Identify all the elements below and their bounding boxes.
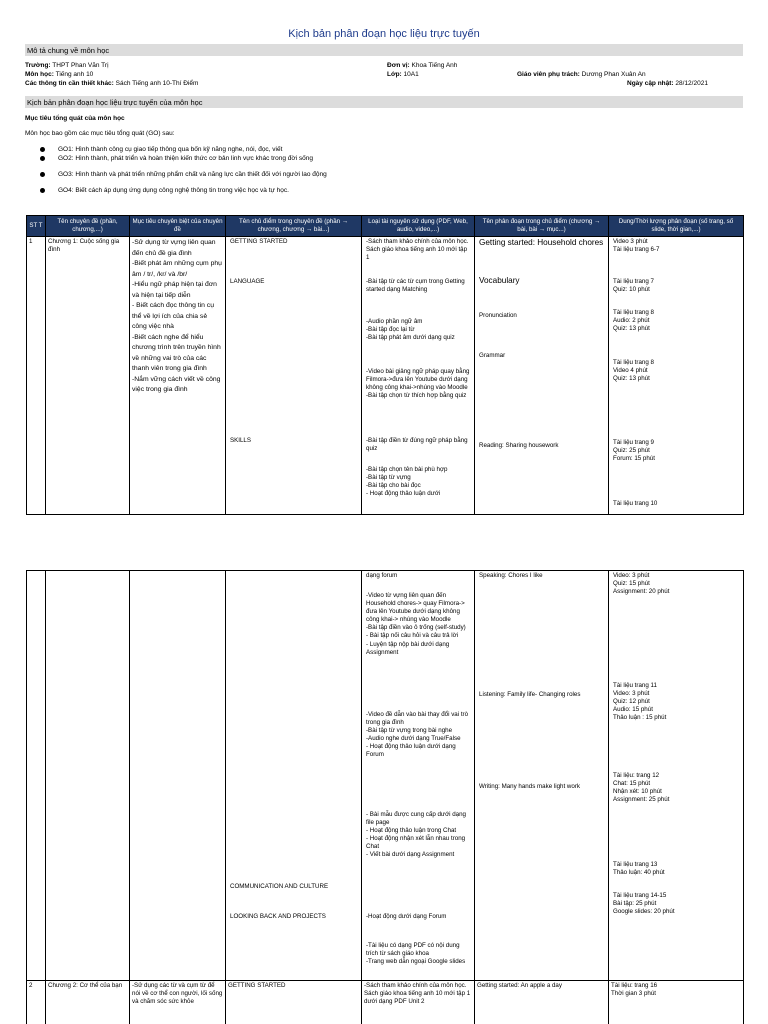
header-resources: Loại tài nguyên sử dụng (PDF, Web, audio, video,...): [362, 216, 475, 237]
header-durations: Dung/Thời lượng phân đoạn (số trang, số slide, thời gian,...): [609, 216, 744, 237]
cell-resources: [362, 571, 475, 981]
other-info-line: Các thông tin cần thiết khác: Sách Tiếng anh 10-Thí Điểm: [25, 80, 199, 87]
table-row: [27, 981, 744, 1024]
cell-durations: [609, 571, 744, 981]
segment-label: Grammar: [479, 352, 506, 359]
school-line: Trường: THPT Phan Văn Trị: [25, 62, 109, 69]
segment-table: [26, 215, 744, 515]
resource-text: -Bài tập từ các từ cụm trong Getting started dạng Matching: [366, 278, 465, 294]
cell-segments: Getting started: An apple a day: [475, 981, 609, 1024]
topic-label: LANGUAGE: [230, 278, 265, 285]
resource-text: -Hoạt động dưới dạng Forum: [366, 913, 447, 920]
header-stt: ST T: [27, 216, 46, 237]
cell-topics: [226, 237, 362, 515]
document-title: Kịch bản phân đoạn học liệu trực tuyến: [288, 28, 480, 40]
bullet-icon: [40, 147, 45, 152]
section-general-description: Mô tả chung về môn học: [25, 44, 743, 56]
table-row: [27, 237, 744, 515]
duration-text: Tài liệu: trang 12 Chat: 15 phút Nhận xét: 10 phút Assignment: 25 phút: [613, 772, 670, 804]
page-gap: [0, 520, 768, 570]
bullet-icon: [40, 172, 45, 177]
section-script: Kịch bản phân đoạn học liệu trực tuyến của môn học: [25, 96, 743, 108]
cell-chapter: Chương 2: Cơ thể của bạn: [46, 981, 130, 1024]
topic-label: GETTING STARTED: [230, 238, 288, 245]
cell-stt: 2: [27, 981, 46, 1024]
cell-resources: -Sách tham khảo chính của môn học. Sách giáo khoa tiếng anh 10 mới tập 1 dưới dạng PDF Unit 2: [362, 981, 475, 1024]
bullet-icon: [40, 188, 45, 193]
goals-intro: Môn học bao gồm các mục tiêu tổng quát (GO) sau:: [25, 130, 175, 137]
segment-label: Listening: Family life- Changing roles: [479, 691, 581, 698]
duration-text: Tài liệu trang 8 Audio: 2 phút Quiz: 13 phút: [613, 309, 654, 333]
duration-text: Tài liệu trang 13 Thảo luận: 40 phút: [613, 861, 665, 877]
duration-text: Video 3 phút Tài liệu trang 6-7: [613, 238, 660, 254]
subject-line: Môn học: Tiếng anh 10: [25, 71, 94, 78]
resource-text: -Bài tập chọn tên bài phù hợp -Bài tập từ vựng -Bài tập cho bài đọc - Hoạt động thảo luận dưới: [366, 466, 448, 498]
cell-objectives: [130, 571, 226, 981]
cell-chapter: [46, 571, 130, 981]
page-1: Kịch bản phân đoạn học liệu trực tuyến Mô tả chung về môn học Trường: THPT Phan Văn Trị Đơn vị: Khoa Tiếng Anh Môn học: Tiếng anh 10 Lớp: 10A1 Giáo viên phụ trách: Dương Phan Xuân An Các thông tin cần thiết khác: Sách Tiếng anh 10-Thí Điểm Ngày cập nhật: 28/12/2021 Kịch bản phân đoạn học liệu trực tuyến của môn học Mục tiêu tổng quát của môn học Môn học bao gồm các mục tiêu tổng quát (GO) sau: GO1: Hình thành công cụ giao tiếp thông qua bốn kỹ năng nghe, nói, đọc, viết GO2: Hình thành, phát triển và hoàn thiện kiến thức cơ bản linh vực khác trong đời sống GO3: Hình thành và phát triển những phẩm chất và năng lực cần thiết đối với người lao động GO4: Biết cách áp dụng ứng dụng công nghệ thông tin trong việc học và tự học. ST T Tên chuyên đề (phần, chương,...) Mục tiêu chuyên biệt của chuyên đề Tên chủ điểm trong chuyên đề (phần → chương, chương → bài...) Loại tài nguyên sử dụng (PDF, Web, audio, video,...) Tên phân đoạn trong chủ điểm (chương → bài, bài → mục...) Dung/Thời lượng phân đoạn (số trang, số slide, thời gian,...) 1 Chương 1: Cuộc sống gia đình -Sử dụng từ vựng liên quan đến chủ đề gia đình -Biết phát âm những cụm phụ âm / tr/, /kr/ và /br/ -Hiểu ngữ pháp hiện tại đơn và hiện tại tiếp diễn - Biết cách đọc thông tin cụ thể về lợi ích của chia sẻ công việc nhà -Biết cách nghe để hiểu chương trình trên truyền hình về những vai trò của các thanh viên trong gia đình -Nắm vững cách viết về công việc trong gia đình GETTING STARTED LANGUAGE SKILLS -Sách tham khảo chính của môn học. Sách giáo khoa tiếng anh 10 mới tập 1 -Bài tập từ các từ cụm trong Getting started dạng Matching -Audio phần ngữ âm -Bài tập đọc lại từ -Bài tập phát âm dưới dạng quiz -Video bài giảng ngữ pháp quay bằng Filmora->đưa lên Youtube dưới dạng không công khai->nhúng vào Moodle -Bài tập chọn từ thích hợp bằng quiz -Bài tập điền từ đúng ngữ pháp bằng quiz -Bài tập chọn tên bài phù hợp -Bài tập từ vựng -Bài tập cho bài đọc - Hoạt động thảo luận dưới Getting started: Household chores Vocabulary Pronunciation Grammar Reading: Sharing housework Video 3 phút Tài liệu trang 6-7 Tài liệu trang 7 Quiz: 10 phút Tài liệu trang 8 Audio: 2 phút Quiz: 13 phút Tài liệu trang 8 Video 4 phút Quiz: 13 phút Tài liệu trang 9 Quiz: 25 phút Forum: 15 phút Tài liệu trang 10: [0, 0, 768, 520]
class-line: Lớp: 10A1: [387, 71, 419, 78]
duration-text: Tài liệu trang 10: [613, 500, 658, 507]
table-row: [27, 571, 744, 981]
segment-label: Speaking: Chores I like: [479, 572, 543, 579]
cell-resources: [362, 237, 475, 515]
cell-topics: [226, 571, 362, 981]
resource-text: -Sách tham khảo chính của môn học. Sách giáo khoa tiếng anh 10 mới tập 1: [366, 238, 469, 262]
resource-text: -Audio phần ngữ âm -Bài tập đọc lại từ -Bài tập phát âm dưới dạng quiz: [366, 318, 455, 342]
segment-label: Pronunciation: [479, 312, 517, 319]
cell-durations: Tài liệu: trang 16 Thời gian 3 phút: [609, 981, 744, 1024]
bullet-icon: [40, 156, 45, 161]
updated-line: Ngày cập nhật: 28/12/2021: [627, 80, 708, 87]
segment-label: Vocabulary: [479, 276, 520, 285]
cell-stt: [27, 571, 46, 981]
topic-label: SKILLS: [230, 437, 251, 444]
duration-text: Tài liệu trang 8 Video 4 phút Quiz: 13 phút: [613, 359, 654, 383]
segment-label: Reading: Sharing housework: [479, 442, 559, 449]
topic-label: LOOKING BACK AND PROJECTS: [230, 913, 326, 920]
dept-line: Đơn vị: Khoa Tiếng Anh: [387, 62, 458, 69]
cell-segments: [475, 237, 609, 515]
header-topics: Tên chủ điểm trong chuyên đề (phần → chương, chương → bài...): [226, 216, 362, 237]
cell-objectives: -Sử dụng các từ và cụm từ để nói về cơ thể con người, lối sống và chăm sóc sức khỏe: [130, 981, 226, 1024]
resource-text: -Video bài giảng ngữ pháp quay bằng Filmora->đưa lên Youtube dưới dạng không công khai->nhúng vào Moodle -Bài tập chọn từ thích hợp bằng quiz: [366, 368, 470, 400]
teacher-line: Giáo viên phụ trách: Dương Phan Xuân An: [517, 71, 646, 78]
segment-label: Getting started: Household chores: [479, 238, 604, 247]
duration-text: Tài liệu trang 11 Video: 3 phút Quiz: 12 phút Audio: 15 phút Thảo luận : 15 phút: [613, 682, 667, 722]
segment-label: Writing: Many hands make light work: [479, 783, 580, 790]
resource-text: -Bài tập điền từ đúng ngữ pháp bằng quiz: [366, 437, 468, 453]
cell-chapter: Chương 1: Cuộc sống gia đình: [46, 237, 130, 515]
table-header-row: [27, 216, 744, 237]
duration-text: Tài liệu trang 14-15 Bài tập: 25 phút Google slides: 20 phút: [613, 892, 675, 916]
resource-text: -Video đề dẫn vào bài thay đổi vai trò trong gia đình -Bài tập từ vựng trong bài nghe -Audio nghe dưới dạng True/False - Hoạt động thảo luận dưới dạng Forum: [366, 711, 469, 759]
goals-heading: Mục tiêu tổng quát của môn học: [25, 115, 125, 122]
cell-durations: [609, 237, 744, 515]
cell-segments: [475, 571, 609, 981]
header-segments: Tên phân đoạn trong chủ điểm (chương → bài, bài → mục...): [475, 216, 609, 237]
duration-text: Tài liệu trang 7 Quiz: 10 phút: [613, 278, 654, 294]
header-objectives: Mục tiêu chuyên biệt của chuyên đề: [130, 216, 226, 237]
duration-text: Tài liệu trang 9 Quiz: 25 phút Forum: 15 phút: [613, 439, 655, 463]
segment-table-continued: [26, 570, 744, 1024]
header-chapter: Tên chuyên đề (phần, chương,...): [46, 216, 130, 237]
resource-text: - Bài mẫu được cung cấp dưới dạng file page - Hoạt động thảo luận trong Chat - Hoạt động nhận xét lẫn nhau trong Chat - Viết bài dưới dạng Assignment: [366, 811, 466, 859]
cell-stt: 1: [27, 237, 46, 515]
resource-text: -Tài liệu có dạng PDF có nội dung trích từ sách giáo khoa -Trang web dẫn ngoại Google slides: [366, 942, 466, 966]
cell-topics: GETTING STARTED: [226, 981, 362, 1024]
duration-text: Video: 3 phút Quiz: 15 phút Assignment: 20 phút: [613, 572, 670, 596]
topic-label: COMMUNICATION AND CULTURE: [230, 883, 329, 890]
resource-text: dạng forum: [366, 572, 398, 579]
resource-text: -Video từ vựng liên quan đến Household chores-> quay Filmora-> đưa lên Youtube dưới dạng không công khai-> nhúng vào Moodle -Bài tập điền vào ô trống (self-study) - Bài tập nối câu hỏi và câu trả lời - Luyện tập nộp bài dưới dạng Assignment: [366, 592, 466, 656]
cell-objectives: -Sử dụng từ vựng liên quan đến chủ đề gia đình -Biết phát âm những cụm phụ âm / tr/, /kr/ và /br/ -Hiểu ngữ pháp hiện tại đơn và hiện tại tiếp diễn - Biết cách đọc thông tin cụ thể về lợi ích của chia sẻ công việc nhà -Biết cách nghe để hiểu chương trình trên truyền hình về những vai trò của các thanh viên trong gia đình -Nắm vững cách viết về công việc trong gia đình: [130, 237, 226, 515]
